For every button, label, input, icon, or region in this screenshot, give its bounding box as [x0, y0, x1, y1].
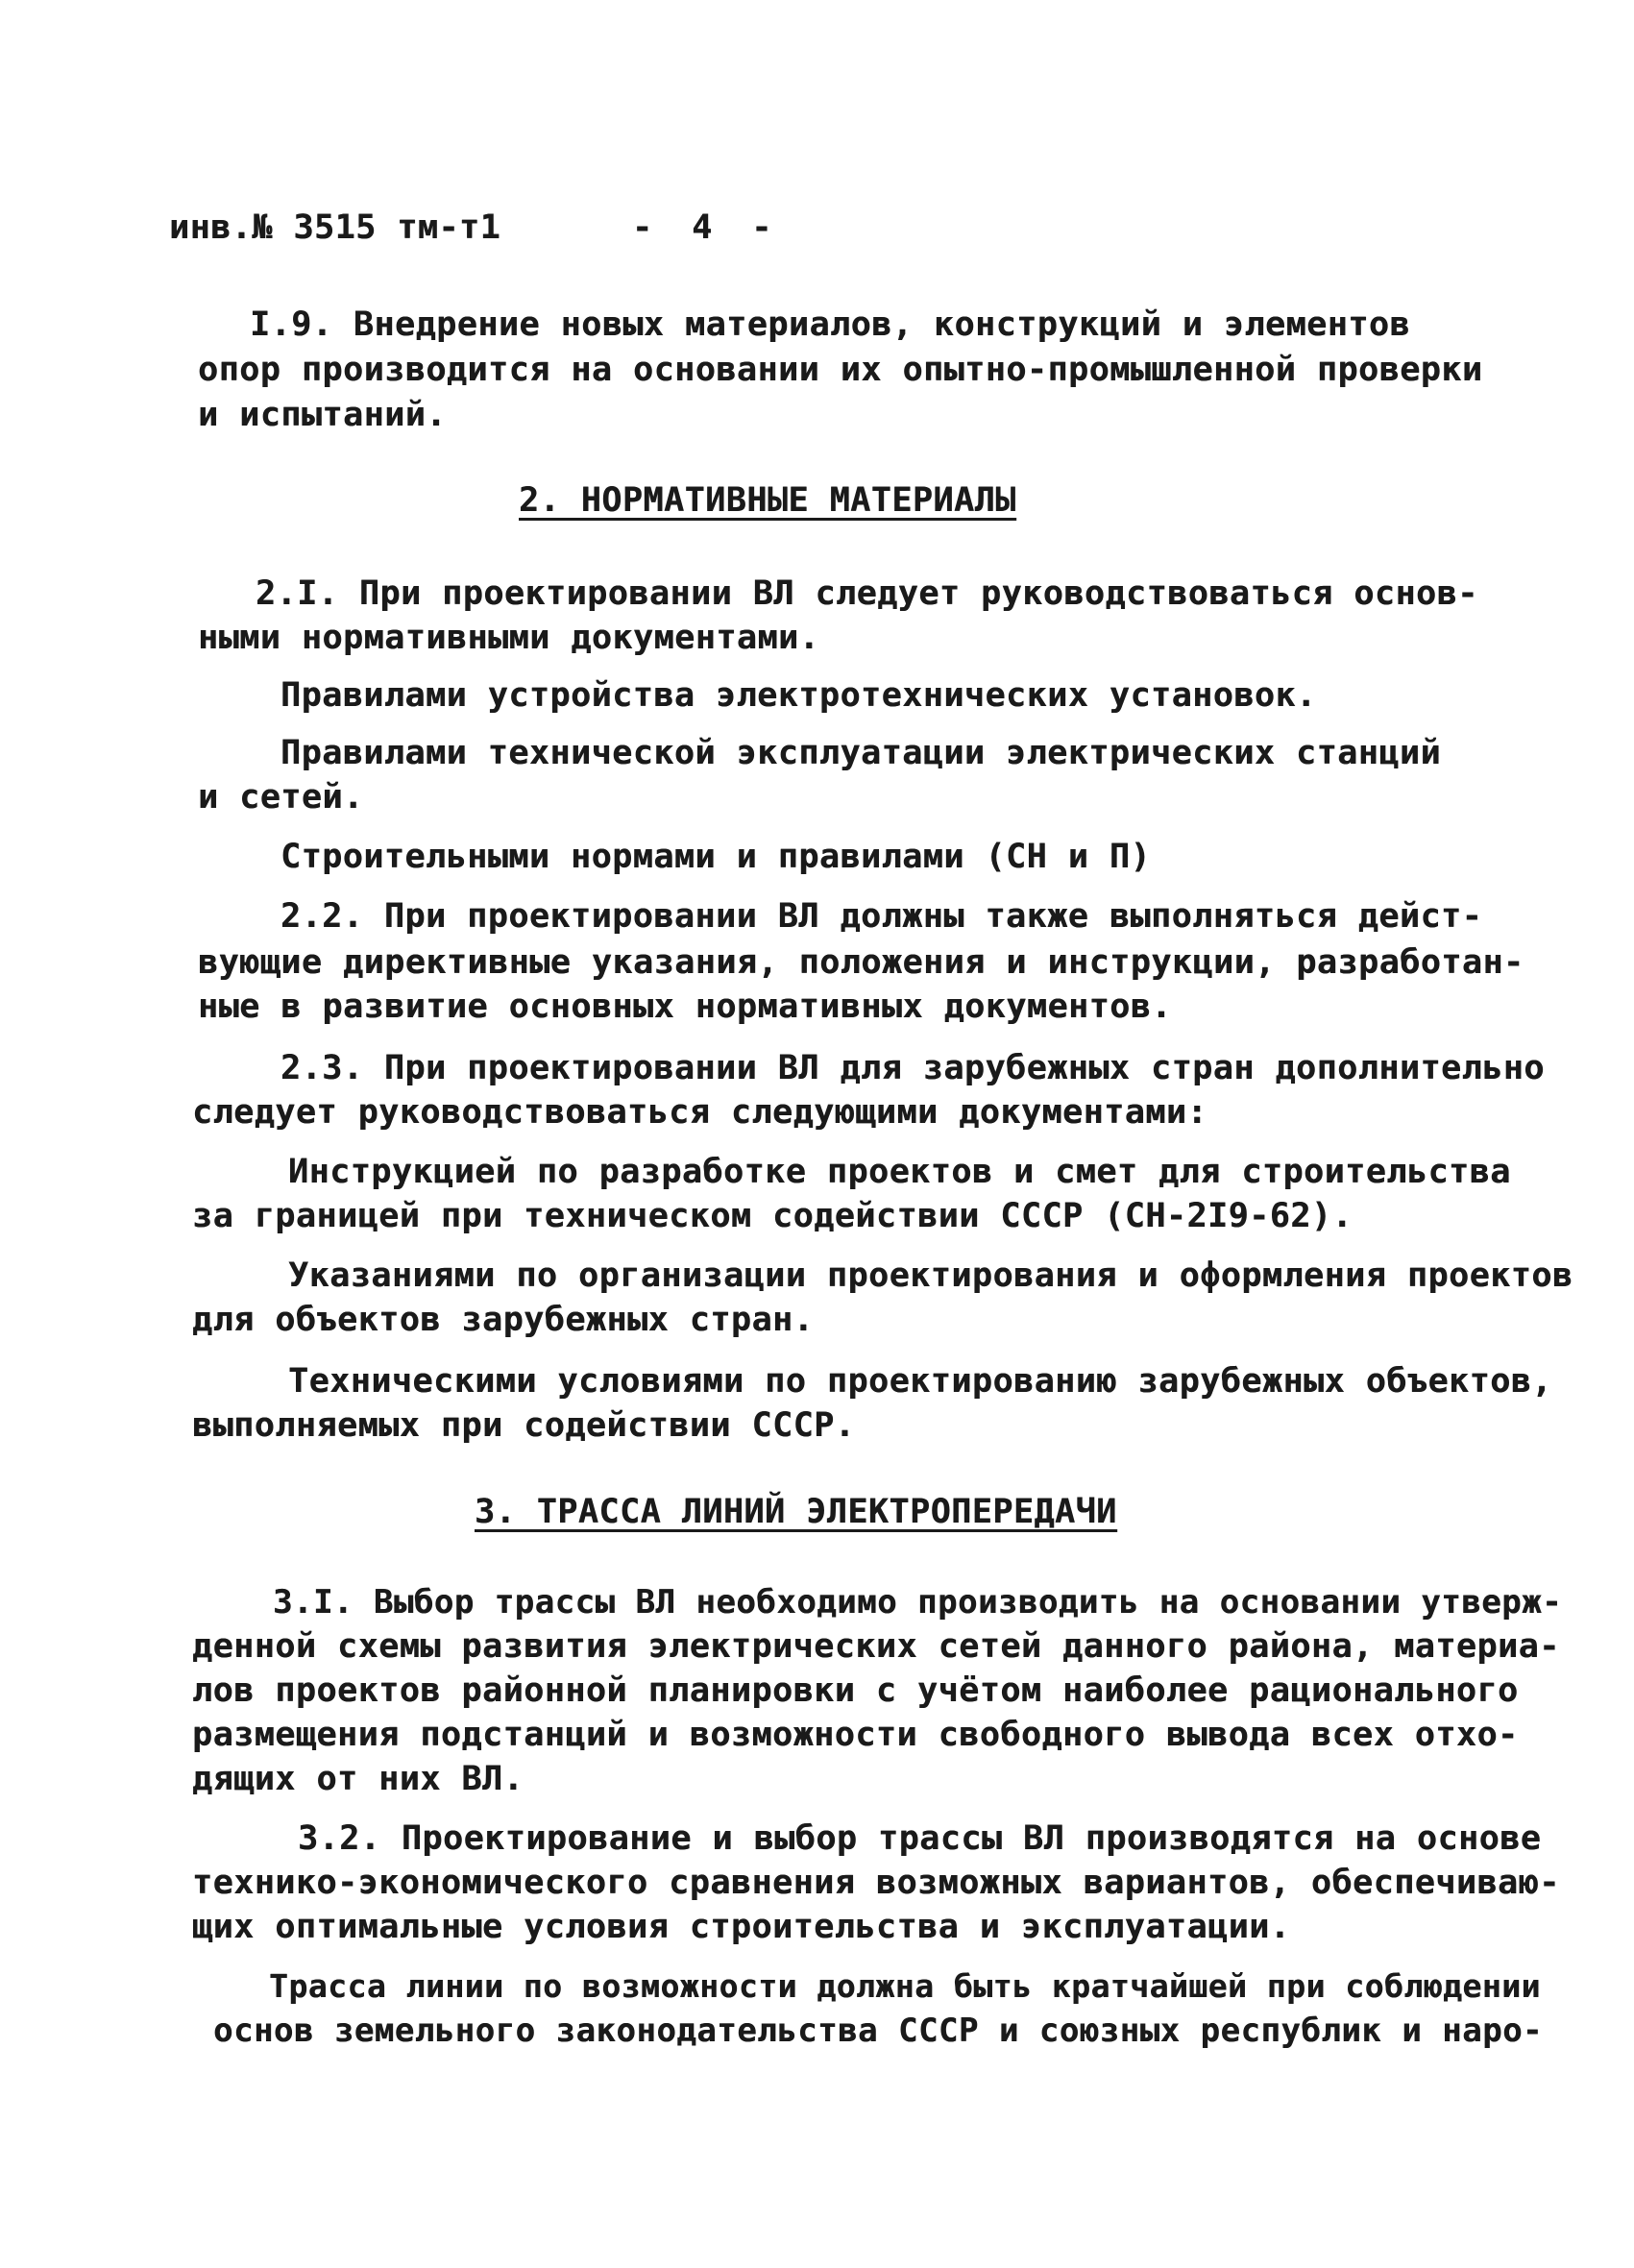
text-line: ными нормативными документами.: [198, 619, 820, 657]
text-line: дящих от них ВЛ.: [192, 1760, 524, 1798]
text-line: основ земельного законодательства СССР и союзных республик и наро-: [213, 2012, 1544, 2050]
text-line: и сетей.: [198, 778, 364, 817]
text-line: денной схемы развития электрических сетей данного района, материа-: [192, 1627, 1560, 1666]
text-line: Техническими условиями по проектированию зарубежных объектов,: [288, 1362, 1552, 1401]
text-line: опор производится на основании их опытно-промышленной проверки: [198, 351, 1483, 389]
text-line: технико-экономического сравнения возможных вариантов, обеспечиваю-: [192, 1864, 1560, 1902]
text-line: 3.2. Проектирование и выбор трассы ВЛ производятся на основе: [298, 1819, 1542, 1858]
text-line: 2.2. При проектировании ВЛ должны также выполняться дейст-: [280, 897, 1483, 936]
text-line: следует руководствоваться следующими документами:: [192, 1093, 1208, 1132]
text-line: Указаниями по организации проектирования и оформления проектов: [288, 1256, 1573, 1295]
text-line: ные в развитие основных нормативных документов.: [198, 988, 1172, 1026]
inventory-number: инв.№ 3515 тм-т1: [169, 208, 501, 247]
text-line: Строительными нормами и правилами (СН и П): [280, 838, 1152, 876]
text-line: выполняемых при содействии СССР.: [192, 1406, 856, 1445]
text-line: размещения подстанций и возможности свободного вывода всех отхо-: [192, 1716, 1519, 1754]
text-line: для объектов зарубежных стран.: [192, 1301, 815, 1339]
text-line: Инструкцией по разработке проектов и смет для строительства: [288, 1153, 1511, 1191]
text-line: 2.I. При проектировании ВЛ следует руководствоваться основ-: [256, 574, 1478, 613]
text-line: Правилами устройства электротехнических установок.: [280, 676, 1317, 715]
page-number: - 4 -: [632, 208, 782, 247]
text-line: за границей при техническом содействии СССР (СН-2I9-62).: [192, 1197, 1354, 1235]
text-line: и испытаний.: [198, 396, 447, 434]
text-line: Трасса линии по возможности должна быть кратчайшей при соблюдении: [269, 1967, 1541, 2005]
section-heading: 3. ТРАССА ЛИНИЙ ЭЛЕКТРОПЕРЕДАЧИ: [475, 1493, 1117, 1531]
text-line: I.9. Внедрение новых материалов, конструкций и элементов: [250, 305, 1411, 344]
text-line: щих оптимальные условия строительства и эксплуатации.: [192, 1908, 1291, 1946]
text-line: вующие директивные указания, положения и инструкции, разработан-: [198, 943, 1524, 982]
text-line: 2.3. При проектировании ВЛ для зарубежных стран дополнительно: [280, 1049, 1545, 1087]
text-line: Правилами технической эксплуатации электрических станций: [280, 734, 1442, 772]
section-heading: 2. НОРМАТИВНЫЕ МАТЕРИАЛЫ: [519, 481, 1016, 520]
text-line: 3.I. Выбор трассы ВЛ необходимо производить на основании утверж-: [273, 1583, 1563, 1622]
text-line: лов проектов районной планировки с учётом наиболее рационального: [192, 1671, 1519, 1710]
